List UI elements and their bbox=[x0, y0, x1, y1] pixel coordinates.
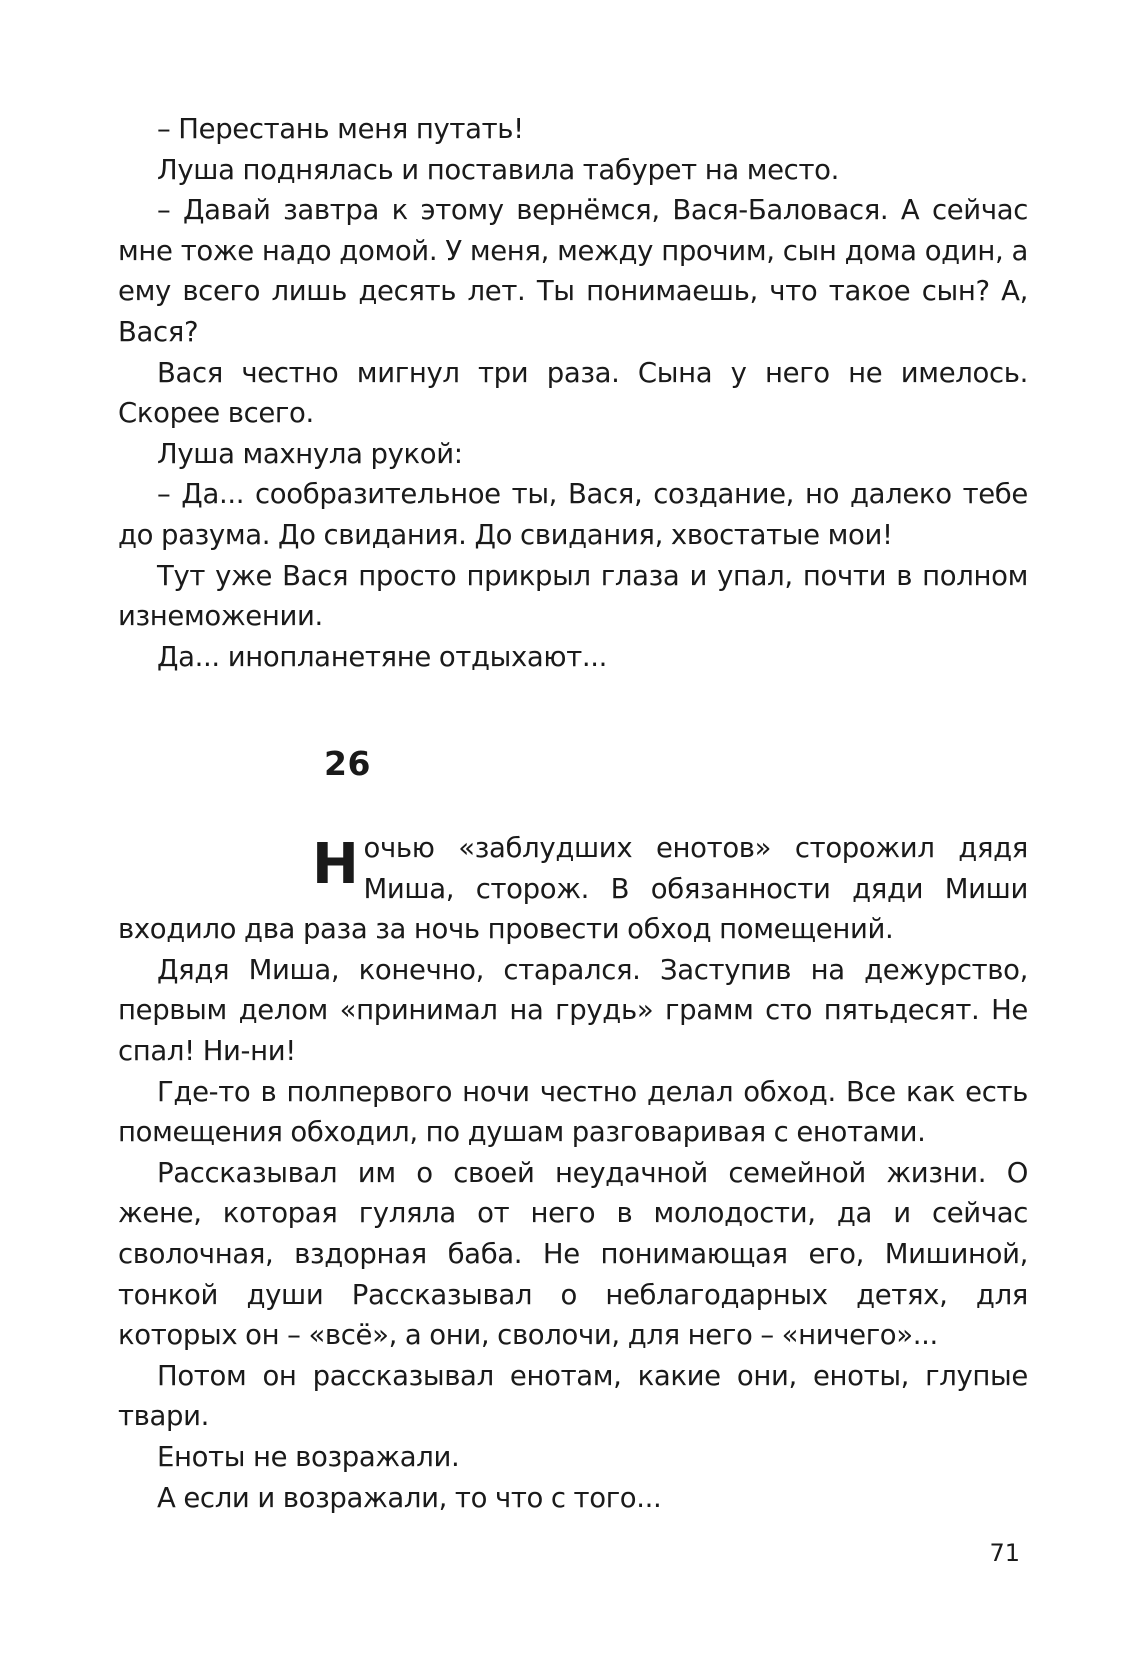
page-number: 71 bbox=[989, 1539, 1020, 1567]
paragraph: Да... инопланетяне отдыхают... bbox=[157, 640, 608, 673]
paragraph: Еноты не возражали. bbox=[157, 1440, 460, 1473]
paragraph: Луша махнула рукой: bbox=[157, 437, 463, 470]
paragraph: – Перестань меня путать! bbox=[157, 113, 524, 145]
chapter-first-paragraph bbox=[118, 828, 1028, 950]
chapter-text-block bbox=[118, 828, 1028, 1518]
paragraph: Дядя Миша, конечно, старался. Заступив на дежурство, первым делом «принимал на грудь» грамм сто пятьдесят. Не спал! Ни-ни! bbox=[118, 953, 1028, 1067]
paragraph: Вася честно мигнул три раза. Сына у него не имелось. Скорее всего. bbox=[118, 356, 1028, 430]
first-paragraph-text: очью «заблудших енотов» сторожил дядя Миша, сторож. В обязанности дяди Миши входило два раза за ночь провести обход помещений. bbox=[118, 832, 1028, 946]
paragraph: Потом он рассказывал енотам, какие они, еноты, глупые твари. bbox=[118, 1359, 1028, 1433]
paragraph: А если и возражали, то что с того... bbox=[157, 1481, 662, 1514]
paragraph: – Да... сообразительное ты, Вася, создание, но далеко тебе до разума. До свидания. До свидания, хвостатые мои! bbox=[118, 478, 1028, 551]
paragraph: Где-то в полпервого ночи честно делал обход. Все как есть помещения обходил, по душам разговаривая с енотами. bbox=[118, 1075, 1028, 1149]
paragraph: Тут уже Вася просто прикрыл глаза и упал, почти в полном изнеможении. bbox=[118, 559, 1028, 633]
dropcap-letter: Н bbox=[312, 832, 359, 897]
chapter-number: 26 bbox=[324, 744, 371, 783]
top-text-block bbox=[118, 109, 1028, 677]
paragraph: Луша поднялась и поставила табурет на место. bbox=[157, 153, 839, 186]
dropcap-spacer bbox=[118, 828, 312, 909]
paragraph: – Давай завтра к этому вернёмся, Вася-Баловася. А сейчас мне тоже надо домой. У меня, между прочим, сын дома один, а ему всего лишь десять лет. Ты понимаешь, что такое сын? А, Вася? bbox=[118, 194, 1028, 348]
paragraph: Рассказывал им о своей неудачной семейной жизни. О жене, которая гуляла от него в молодости, да и сейчас сволочная, вздорная баба. Не понимающая его, Мишиной, тонкой души Рассказывал о неблагодарных детях, для которых он – «всё», а они, сволочи, для него – «ничего»... bbox=[118, 1156, 1028, 1352]
